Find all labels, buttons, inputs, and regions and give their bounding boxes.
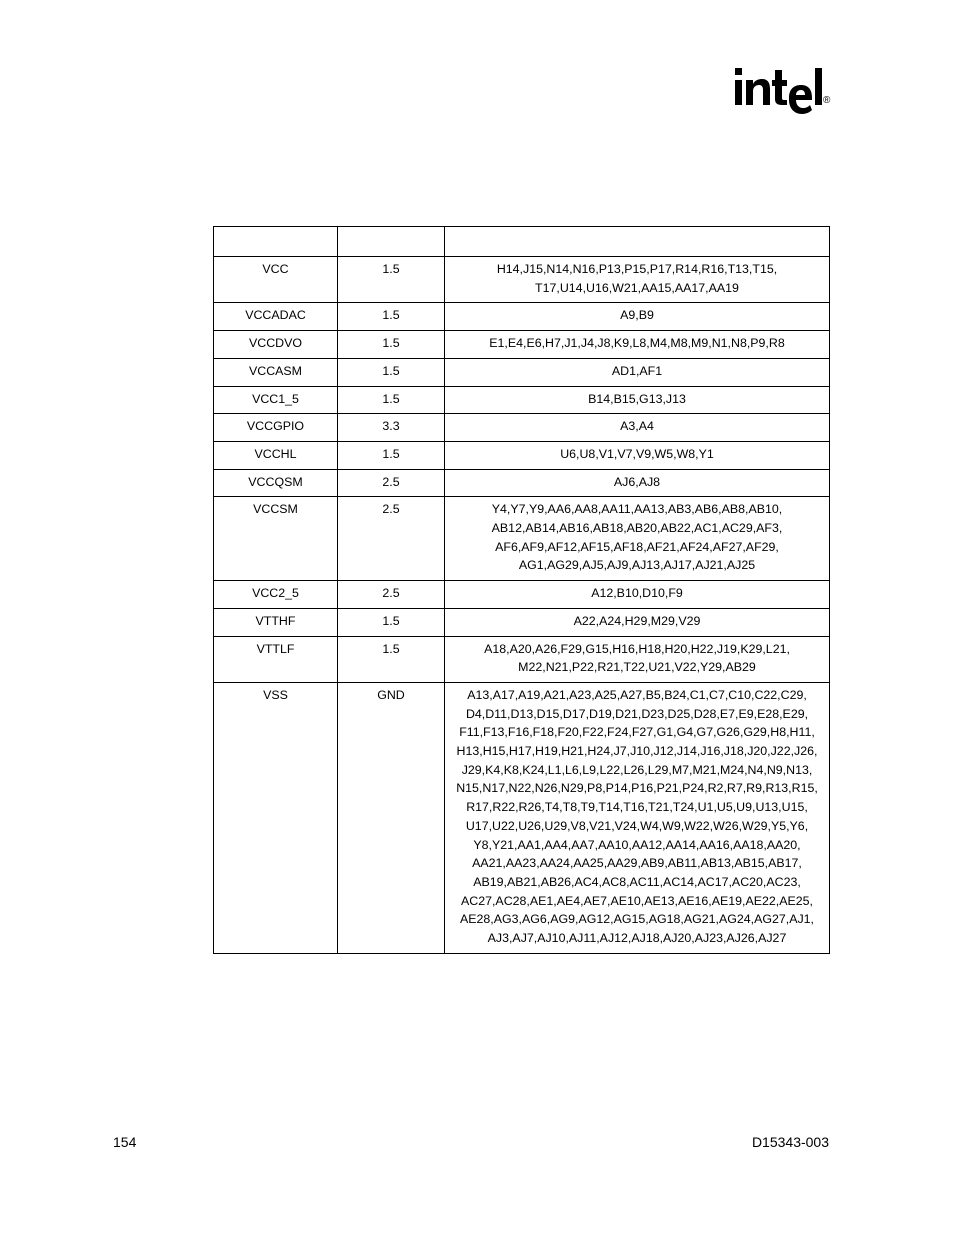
signal-name-cell: VCCQSM (214, 469, 338, 497)
signal-name-cell: VCCASM (214, 358, 338, 386)
voltage-cell: 1.5 (338, 358, 445, 386)
signal-name-cell: VCCGPIO (214, 414, 338, 442)
voltage-cell: 1.5 (338, 608, 445, 636)
ball-list-cell: AJ6,AJ8 (445, 469, 830, 497)
ball-list-cell: E1,E4,E6,H7,J1,J4,J8,K9,L8,M4,M8,M9,N1,N8,P9,R8 (445, 331, 830, 359)
signal-name-cell: VTTLF (214, 636, 338, 682)
table-row (214, 636, 830, 682)
signal-name-cell: VTTHF (214, 608, 338, 636)
table-row (214, 441, 830, 469)
page-number: 154 (113, 1134, 137, 1150)
table-row (214, 608, 830, 636)
intel-logo (734, 60, 834, 120)
table-row (214, 469, 830, 497)
voltage-cell: 2.5 (338, 581, 445, 609)
header-signal (214, 227, 338, 257)
table-row (214, 257, 830, 303)
table-row (214, 497, 830, 581)
table-row (214, 414, 830, 442)
voltage-cell: 2.5 (338, 497, 445, 581)
voltage-cell: 2.5 (338, 469, 445, 497)
pin-table (213, 226, 830, 954)
ball-list-cell: A18,A20,A26,F29,G15,H16,H18,H20,H22,J19,K29,L21, M22,N21,P22,R21,T22,U21,V22,Y29,AB29 (445, 636, 830, 682)
table-header-row (214, 227, 830, 257)
ball-list-cell: B14,B15,G13,J13 (445, 386, 830, 414)
table-row (214, 331, 830, 359)
table-row (214, 581, 830, 609)
registered-mark: ® (823, 95, 831, 106)
voltage-cell: 1.5 (338, 331, 445, 359)
signal-name-cell: VCCADAC (214, 303, 338, 331)
table-row (214, 358, 830, 386)
ball-list-cell: A3,A4 (445, 414, 830, 442)
signal-name-cell: VCCDVO (214, 331, 338, 359)
ball-list-cell: U6,U8,V1,V7,V9,W5,W8,Y1 (445, 441, 830, 469)
signal-name-cell: VSS (214, 682, 338, 953)
ball-list-cell: Y4,Y7,Y9,AA6,AA8,AA11,AA13,AB3,AB6,AB8,AB10, AB12,AB14,AB16,AB18,AB20,AB22,AC1,AC29,AF3, AF6,AF9,AF12,AF15,AF18,AF21,AF24,AF27,AF29, AG1,AG29,AJ5,AJ9,AJ13,AJ17,AJ21,AJ25 (445, 497, 830, 581)
voltage-cell: 3.3 (338, 414, 445, 442)
voltage-cell: 1.5 (338, 441, 445, 469)
intel-logo-graphic (734, 60, 834, 120)
ball-list-cell: A12,B10,D10,F9 (445, 581, 830, 609)
document-id: D15343-003 (751, 1134, 829, 1150)
table-row (214, 303, 830, 331)
ball-list-cell: A9,B9 (445, 303, 830, 331)
signal-name-cell: VCC2_5 (214, 581, 338, 609)
voltage-cell: 1.5 (338, 386, 445, 414)
signal-name-cell: VCC (214, 257, 338, 303)
signal-name-cell: VCCSM (214, 497, 338, 581)
table-row (214, 386, 830, 414)
header-voltage (338, 227, 445, 257)
voltage-cell: 1.5 (338, 303, 445, 331)
signal-name-cell: VCC1_5 (214, 386, 338, 414)
ball-list-cell: AD1,AF1 (445, 358, 830, 386)
voltage-cell: GND (338, 682, 445, 953)
ball-list-cell: A13,A17,A19,A21,A23,A25,A27,B5,B24,C1,C7,C10,C22,C29, D4,D11,D13,D15,D17,D19,D21,D23,D25,D28,E7,E9,E28,E29, F11,F13,F16,F18,F20,F22,F24,F27,G1,G4,G7,G26,G29,H8,H11, H13,H15,H17,H19,H21,H24,J7,J10,J12,J14,J16,J18,J20,J22,J26, J29,K4,K8,K24,L1,L6,L9,L22,L26,L29,M7,M21,M24,N4,N9,N13, N15,N17,N22,N26,N29,P8,P14,P16,P21,P24,R2,R7,R9,R13,R15, R17,R22,R26,T4,T8,T9,T14,T16,T21,T24,U1,U5,U9,U13,U15, U17,U22,U26,U29,V8,V21,V24,W4,W9,W22,W26,W29,Y5,Y6, Y8,Y21,AA1,AA4,AA7,AA10,AA12,AA14,AA16,AA18,AA20, AA21,AA23,AA24,AA25,AA29,AB9,AB11,AB13,AB15,AB17, AB19,AB21,AB26,AC4,AC8,AC11,AC14,AC17,AC20,AC23, AC27,AC28,AE1,AE4,AE7,AE10,AE13,AE16,AE19,AE22,AE25, AE28,AG3,AG6,AG9,AG12,AG15,AG18,AG21,AG24,AG27,AJ1, AJ3,AJ7,AJ10,AJ11,AJ12,AJ18,AJ20,AJ23,AJ26,AJ27 (445, 682, 830, 953)
header-balls (445, 227, 830, 257)
voltage-cell: 1.5 (338, 257, 445, 303)
ball-list-cell: A22,A24,H29,M29,V29 (445, 608, 830, 636)
ball-list-cell: H14,J15,N14,N16,P13,P15,P17,R14,R16,T13,T15, T17,U14,U16,W21,AA15,AA17,AA19 (445, 257, 830, 303)
voltage-cell: 1.5 (338, 636, 445, 682)
signal-name-cell: VCCHL (214, 441, 338, 469)
table-body (214, 257, 830, 954)
table-row (214, 682, 830, 953)
